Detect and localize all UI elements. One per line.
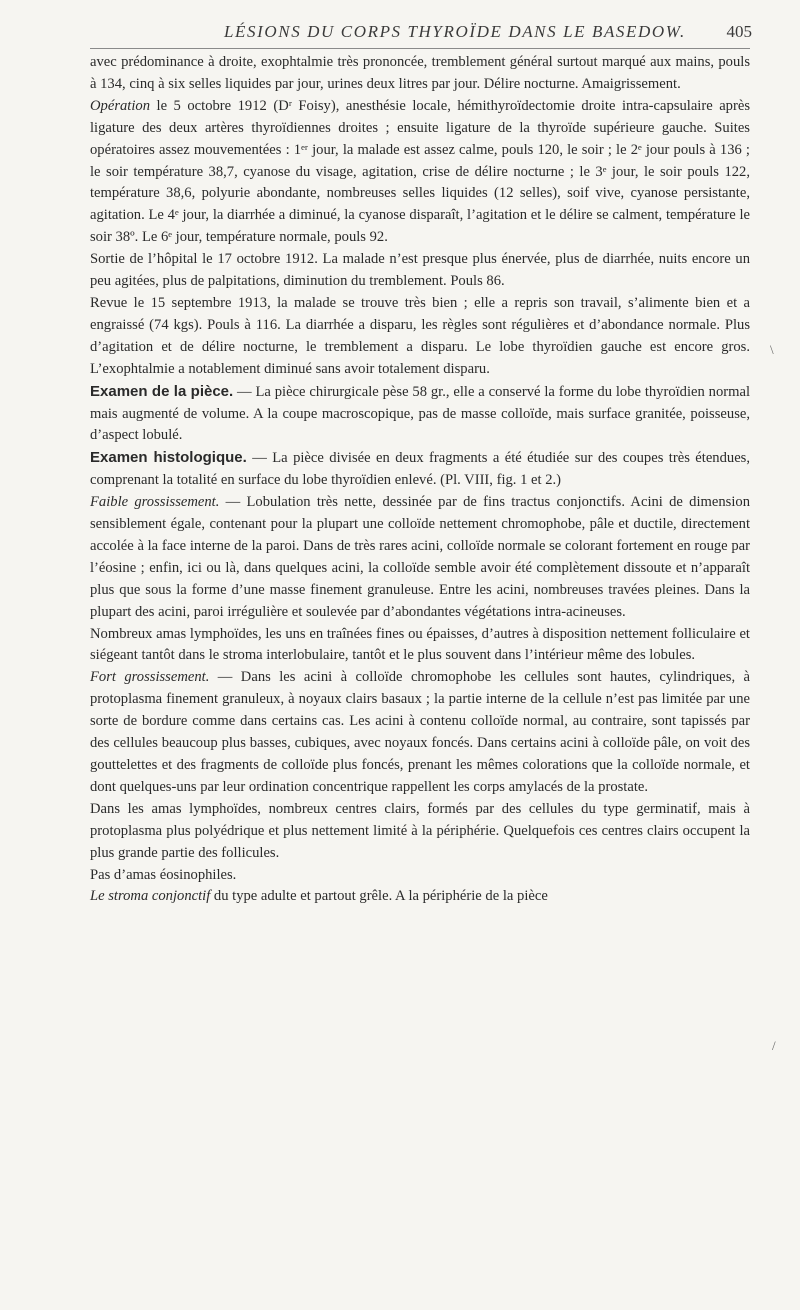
paragraph-5-text: — La pièce chirurgicale pèse 58 gr., elle a conservé la forme du lobe thyroïdien normal mais augmenté de volume. A la coupe macroscopique, pas de masse colloïde, mais surface granitée, poisseuse, d’aspect lobulé. — [90, 383, 750, 444]
running-title: LÉSIONS DU CORPS THYROÏDE DANS LE BASEDOW. — [224, 22, 686, 41]
paragraph-6 — [90, 447, 750, 492]
paragraph-6-text: — La pièce divisée en deux fragments a été étudiée sur des coupes très étendues, comprenant la totalité en surface du lobe thyroïdien enlevé. (Pl. VIII, fig. 1 et 2.) — [90, 450, 750, 489]
paragraph-1 — [90, 52, 750, 96]
page-header — [0, 22, 800, 46]
examen-histologique-heading: Examen histologique. — [90, 449, 247, 467]
paragraph-2 — [90, 96, 750, 249]
header-rule — [90, 48, 750, 49]
paragraph-9 — [90, 667, 750, 798]
paragraph-5 — [90, 381, 750, 448]
paragraph-10 — [90, 799, 750, 865]
paragraph-3 — [90, 249, 750, 293]
paragraph-4-text: Revue le 15 septembre 1913, la malade se trouve très bien ; elle a repris son travail, s’alimente bien et a engraissé (74 kgs). Pouls à 116. La diarrhée a disparu, les règles sont régulières et d’abondance normale. Plus d’agitation et de délire nocturne, le tremblement a disparu. Le lobe thyroïdien gauche est encore gros. L’exophtalmie a notablement diminué sans avoir totalement disparu. — [90, 294, 750, 377]
paragraph-1-text: avec prédominance à droite, exophtalmie très prononcée, tremblement général surtout marqué aux mains, pouls à 134, cinq à six selles liquides par jour, urines deux litres par jour. Délire nocturne. Amaigrissement. — [90, 54, 750, 92]
paragraph-9-text: — Dans les acini à colloïde chromophobe les cellules sont hautes, cylindriques, à protoplasma finement granuleux, à noyaux clairs basaux ; la partie interne de la cellule n’est pas limitée par une sorte de bordure comme dans certains cas. Les acini à contenu colloïde normal, au contraire, sont tapissés par des cellules beaucoup plus basses, cubiques, avec noyaux foncés. Dans certains acini à colloïde pâle, on voit des gouttelettes et des fragments de colloïde plus foncés, prenant les mêmes colorations que la colloïde normale, et dont quelques-uns par leur ordination concentrique rappellent les corps amylacés de la prostate. — [90, 669, 751, 795]
paragraph-8-text: Nombreux amas lymphoïdes, les uns en traînées fines ou épaisses, d’autres à disposition nettement folliculaire et siégeant tantôt dans le stroma interlobulaire, tantôt et le plus souvent dans l’intérieur même des lobules. — [90, 625, 750, 664]
paragraph-11 — [90, 865, 750, 887]
paragraph-4 — [90, 293, 750, 381]
fort-grossissement-label: Fort grossissement. — [90, 669, 210, 686]
paragraph-10-text: Dans les amas lymphoïdes, nombreux centres clairs, formés par des cellules du type germinatif, mais à protoplasma plus polyédrique et plus nettement limité à la périphérie. Quelquefois ces centres clairs occupent la plus grande partie des follicules. — [90, 800, 750, 861]
body-text — [90, 52, 750, 908]
margin-tick-mark-2: / — [772, 1038, 776, 1053]
paragraph-12-text: du type adulte et partout grêle. A la périphérie de la pièce — [210, 888, 548, 905]
stroma-label: Le stroma conjonctif — [90, 888, 211, 905]
paragraph-12 — [90, 886, 750, 908]
paragraph-7-text: — Lobulation très nette, dessinée par de fins tractus conjonctifs. Acini de dimension sensiblement égale, contenant pour la plupart une colloïde nettement chromophobe, pâle et ductile, directement accolée à la face interne de la paroi. Dans de très rares acini, colloïde normale se colorant fortement en rouge par l’éosine ; enfin, ici ou là, dans quelques acini, la colloïde semble avoir été complètement dissoute et n’apparaît plus que sous la forme d’une masse finement granuleuse. Entre les acini, nombreuses travées pleines. Dans la plupart des acini, paroi irrégulière et soulevée par d’abondantes végétations intra-acineuses. — [90, 494, 750, 620]
paragraph-11-text: Pas d’amas éosinophiles. — [90, 866, 237, 883]
paragraph-8 — [90, 624, 750, 668]
paragraph-3-text: Sortie de l’hôpital le 17 octobre 1912. La malade n’est presque plus énervée, plus de diarrhée, nuits encore un peu agitées, plus de palpitations, diminution du tremblement. Pouls 86. — [90, 251, 750, 290]
examen-piece-heading: Examen de la pièce. — [90, 382, 234, 400]
faible-grossissement-label: Faible grossissement. — [90, 494, 220, 511]
paragraph-2-text: le 5 octobre 1912 (Dʳ Foisy), anesthésie locale, hémithyroïdectomie droite intra-capsulaire après ligature des deux artères thyroïdiennes droites ; ensuite ligature de la thyroïde supérieure gauche. Suites opératoires assez mouvementées : 1ᵉʳ jour, la malade est assez calme, pouls 120, le soir ; le 2ᵉ jour pouls à 136 ; le soir température 38,7, cyanose du visage, agitation, crise de délire nocturne ; le 3ᵉ jour, le soir pouls 122, température 38,6, polyurie abondante, nombreuses selles liquides (12 selles), soif vive, cyanose persistante, agitation. Le 4ᵉ jour, la diarrhée a diminué, la cyanose disparaît, l’agitation et le délire se calment, température le soir 38º. Le 6ᵉ jour, température normale, pouls 92. — [90, 97, 750, 246]
paragraph-7 — [90, 492, 750, 623]
margin-tick-mark: \ — [770, 342, 774, 357]
operation-label: Opération — [90, 97, 150, 114]
page-number: 405 — [726, 22, 752, 41]
